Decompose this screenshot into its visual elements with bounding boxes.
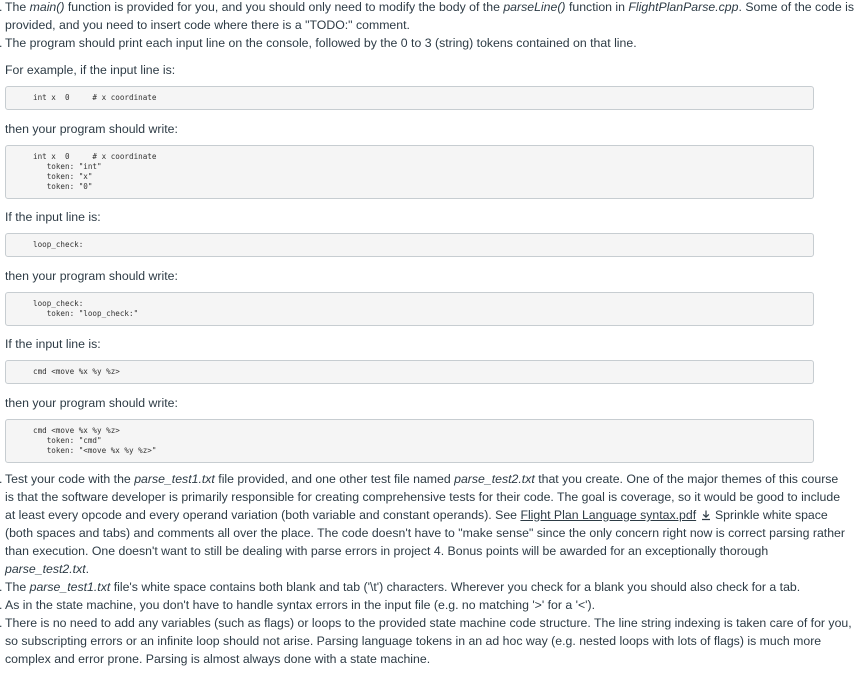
instruction-item xyxy=(0,0,854,34)
file-ref: FlightPlanParse.cpp xyxy=(628,0,739,14)
example-output-intro: then your program should write: xyxy=(5,396,178,410)
file-ref: parse_test1.txt xyxy=(134,472,215,486)
code-block-output: int x 0 # x coordinate token: "int" token: "x" token: "0" xyxy=(5,145,814,199)
instruction-item xyxy=(0,470,854,578)
text: so subscripting errors or an infinite loop should not arise. Parsing language tokens in an ad hoc way (e.g. nested loops with lots of flags) is much more xyxy=(5,634,822,648)
code-block-output: loop_check: token: "loop_check:" xyxy=(5,292,814,326)
code-block-output: cmd <move %x %y %z> token: "cmd" token: "<move %x %y %z>" xyxy=(5,419,814,463)
file-ref: parse_test2.txt xyxy=(5,562,86,576)
instruction-item xyxy=(0,34,854,52)
example-output-intro: then your program should write: xyxy=(5,269,178,283)
example-intro: For example, if the input line is: xyxy=(5,63,176,77)
example-intro: If the input line is: xyxy=(5,337,101,351)
text: The xyxy=(5,0,30,14)
example-output-intro: then your program should write: xyxy=(5,122,178,136)
text: The program should print each input line on the console, followed by the 0 to 3 (string) tokens contained on that line. xyxy=(5,36,637,50)
code-block-input: int x 0 # x coordinate xyxy=(5,86,814,110)
instruction-item xyxy=(0,596,854,614)
text: is that the software developer is primarily responsible for creating comprehensive tests for their code. The goal is coverage, so it would be good to include xyxy=(5,490,841,504)
syntax-pdf-link[interactable]: Flight Plan Language syntax.pdf xyxy=(520,508,697,522)
file-ref: parse_test1.txt xyxy=(29,580,111,594)
text: Sprinkle white space xyxy=(711,508,828,522)
code-block-input: cmd <move %x %y %z> xyxy=(5,360,814,384)
text: function is provided for you, and you should only need to modify the body of the xyxy=(64,0,504,14)
instruction-item xyxy=(0,578,854,596)
file-ref: parse_test2.txt xyxy=(454,472,535,486)
text: There is no need to add any variables (such as flags) or loops to the provided state machine code structure. The line string indexing is taken care of for you, xyxy=(5,616,852,630)
text: that you create. One of the major themes of this course xyxy=(534,472,839,486)
code-ref: parseLine() xyxy=(503,0,566,14)
text: As in the state machine, you don't have to handle syntax errors in the input file (e.g. no matching '>' for a '<'). xyxy=(5,598,596,612)
text: at least every opcode and every operand variation (both variable and constant operands). See xyxy=(5,508,521,522)
text: file provided, and one other test file named xyxy=(214,472,455,486)
text: Test your code with the xyxy=(5,472,135,486)
text: . xyxy=(85,562,90,576)
text: The xyxy=(5,580,30,594)
code-block-input: loop_check: xyxy=(5,233,814,257)
download-icon[interactable] xyxy=(700,509,712,521)
code-ref: main() xyxy=(29,0,65,14)
instruction-item xyxy=(0,614,854,668)
example-intro: If the input line is: xyxy=(5,210,101,224)
text: file's white space contains both blank and tab ('\t') characters. Wherever you check for a blank you should also check for a tab. xyxy=(110,580,801,594)
text: complex and error prone. Parsing is almost always done with a state machine. xyxy=(5,652,431,666)
text: provided, and you need to insert code where there is a "TODO:" comment. xyxy=(5,18,410,32)
text: than execution. One doesn't want to still be dealing with parse errors in project 4. Bonus points will be awarded for an exceptionally thorough xyxy=(5,544,769,558)
text: function in xyxy=(565,0,629,14)
text: . Some of the code is xyxy=(738,0,854,14)
text: (both spaces and tabs) and comments all over the place. The code doesn't have to "make sense" since the only concern right now is correct parsing rather xyxy=(5,526,845,540)
